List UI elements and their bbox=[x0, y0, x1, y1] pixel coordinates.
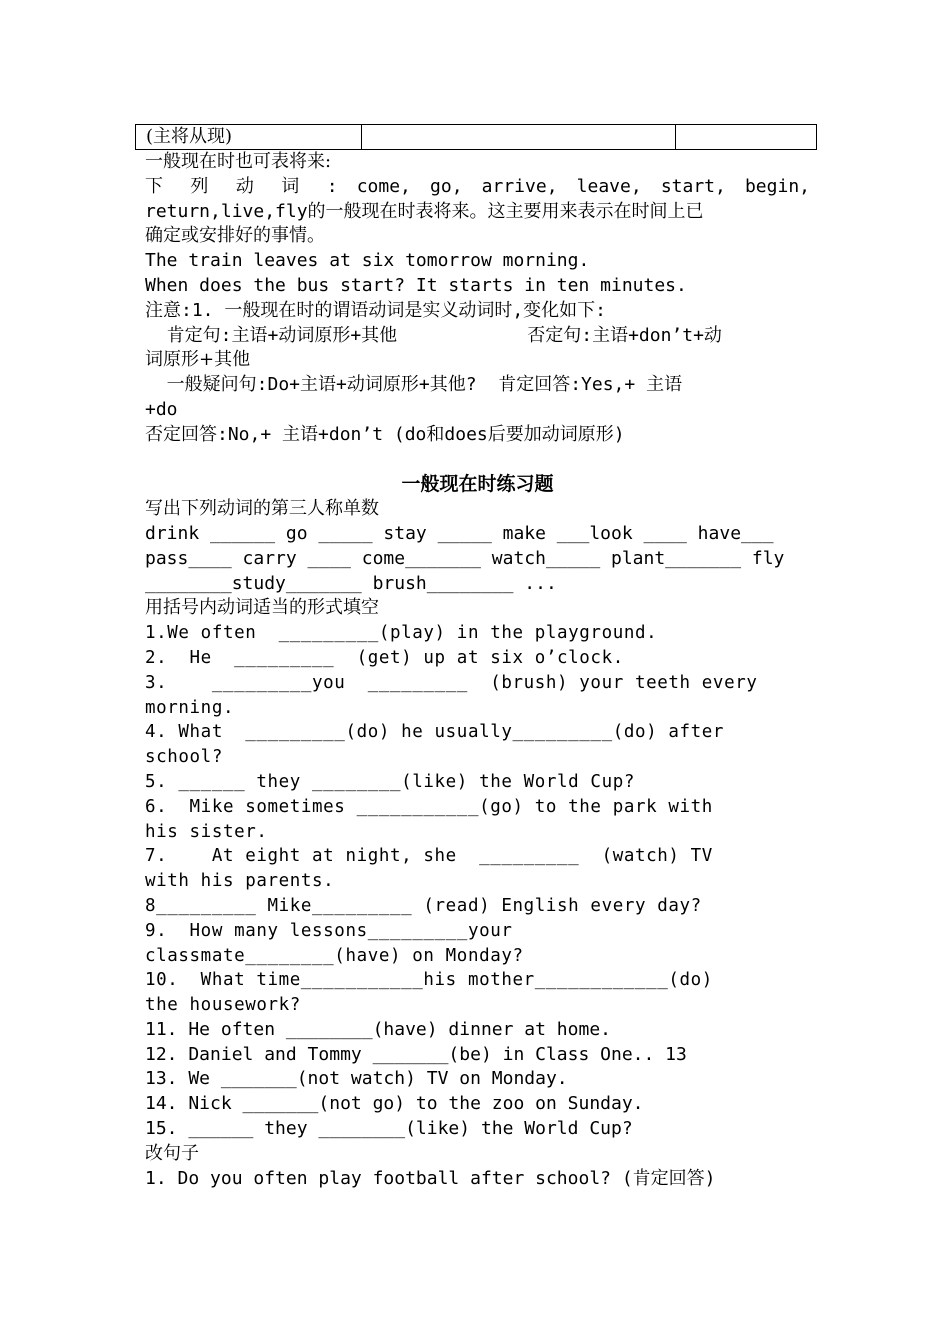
section1-line: pass____ carry ____ come_______ watch_____ plant_______ fly bbox=[145, 547, 785, 569]
exercise-line: 8_________ Mike_________ (read) English every day? bbox=[145, 895, 702, 916]
exercise-line: morning. bbox=[145, 697, 235, 718]
exercise-line: with his parents. bbox=[145, 871, 335, 892]
section3-heading: 改句子 bbox=[145, 1142, 199, 1164]
tense-table-row bbox=[135, 124, 817, 150]
exercise-line: 6. Mike sometimes ___________(go) to the park with bbox=[145, 796, 713, 817]
exercise-line: 12. Daniel and Tommy _______(be) in Class One.. 13 bbox=[145, 1043, 687, 1065]
section1-line: ________study_______ brush________ ... bbox=[145, 572, 557, 594]
exercise-line: 13. We _______(not watch) TV on Monday. bbox=[145, 1068, 568, 1090]
table-cell-empty-2 bbox=[362, 125, 676, 150]
exercise-line: 5. ______ they ________(like) the World Cup? bbox=[145, 771, 635, 792]
exercise-line: 9. How many lessons_________your bbox=[145, 920, 513, 941]
grammar-example-2: When does the bus start? It starts in ten minutes. bbox=[145, 274, 687, 296]
exercise-line: 11. He often ________(have) dinner at home. bbox=[145, 1018, 611, 1040]
grammar-negative-answer: 否定回答:No,+ 主语+don’t (do和does后要加动词原形) bbox=[145, 423, 625, 445]
rewrite-line: 1. Do you often play football after school? (肯定回答) bbox=[145, 1167, 716, 1189]
grammar-question: 一般疑问句:Do+主语+动词原形+其他? 肯定回答:Yes,+ 主语 bbox=[145, 374, 683, 396]
table-cell-empty-3 bbox=[676, 125, 817, 150]
grammar-positive-negative: 肯定句:主语+动词原形+其他 否定句:主语+don’t+动 bbox=[145, 324, 722, 346]
section1-heading: 写出下列动词的第三人称单数 bbox=[145, 498, 379, 520]
document-body bbox=[145, 150, 810, 1191]
exercise-line: school? bbox=[145, 747, 223, 768]
exercise-title: 一般现在时练习题 bbox=[401, 473, 554, 496]
grammar-line-4: 确定或安排好的事情。 bbox=[145, 225, 325, 247]
exercise-line: his sister. bbox=[145, 821, 268, 842]
table-row bbox=[136, 125, 817, 150]
grammar-line-2: 下 列 动 词 : come, go, arrive, leave, start, begin, bbox=[145, 175, 810, 197]
spacer bbox=[145, 448, 810, 473]
grammar-note: 注意:1. 一般现在时的谓语动词是实义动词时,变化如下: bbox=[145, 299, 607, 321]
section1-line: drink ______ go _____ stay _____ make ___look ____ have___ bbox=[145, 522, 774, 544]
exercise-line: 3. _________you _________ (brush) your teeth every bbox=[145, 672, 758, 693]
exercise-line: 10. What time___________his mother____________(do) bbox=[145, 970, 713, 991]
exercise-line: 4. What _________(do) he usually_________(do) after bbox=[145, 722, 725, 743]
exercise-line: 14. Nick _______(not go) to the zoo on Sunday. bbox=[145, 1093, 644, 1115]
exercise-line: 7. At eight at night, she _________ (watch) TV bbox=[145, 846, 713, 867]
grammar-line-3: return,live,fly的一般现在时表将来。这主要用来表示在时间上已 bbox=[145, 200, 704, 222]
table-cell-tense: (主将从现) bbox=[136, 125, 362, 150]
grammar-line-11: +do bbox=[145, 398, 178, 420]
exercise-line: 15. ______ they ________(like) the World Cup? bbox=[145, 1118, 633, 1140]
exercise-line: the housework? bbox=[145, 995, 301, 1016]
section2-heading: 用括号内动词适当的形式填空 bbox=[145, 597, 379, 619]
grammar-example-1: The train leaves at six tomorrow morning. bbox=[145, 250, 590, 272]
grammar-line-9: 词原形+其他 bbox=[145, 349, 251, 371]
exercise-line: 1.We often _________(play) in the playground. bbox=[145, 623, 658, 644]
exercise-line: classmate________(have) on Monday? bbox=[145, 945, 524, 966]
exercise-line: 2. He _________ (get) up at six o’clock. bbox=[145, 647, 624, 668]
grammar-line-1: 一般现在时也可表将来: bbox=[145, 151, 332, 172]
